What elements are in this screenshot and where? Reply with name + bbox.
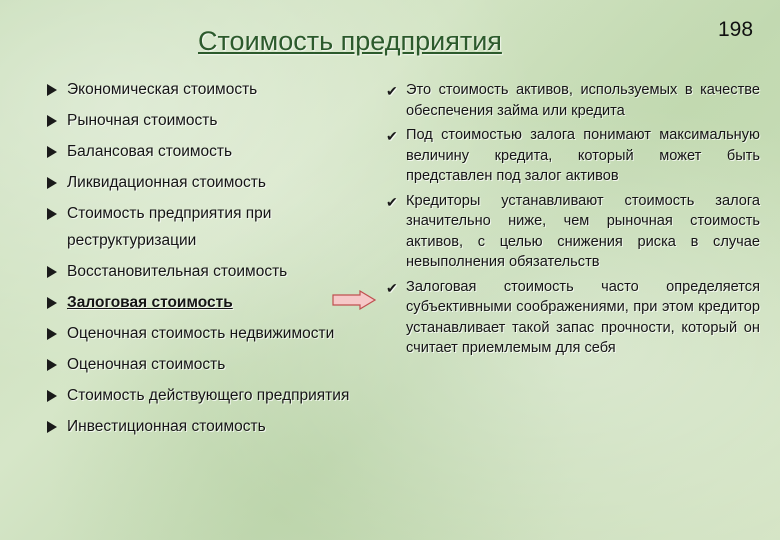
list-item: Экономическая стоимость (47, 76, 367, 103)
triangle-bullet-icon (47, 177, 57, 189)
triangle-bullet-icon (47, 208, 57, 220)
triangle-bullet-icon (47, 297, 57, 309)
list-item: Стоимость действующего предприятия (47, 382, 367, 409)
triangle-bullet-icon (47, 328, 57, 340)
list-item: Стоимость предприятия при реструктуризации (47, 200, 367, 254)
list-item: Восстановительная стоимость (47, 258, 367, 285)
definition-item: ✔ Залоговая стоимость часто определяется субъективными соображениями, при этом кредитор устанавливает такой запас прочности, который он считает приемлемым для себя (386, 278, 760, 356)
triangle-bullet-icon (47, 266, 57, 278)
triangle-bullet-icon (47, 390, 57, 402)
definition-item: ✔ Кредиторы устанавливают стоимость залога значительно ниже, чем рыночная стоимость активов, с целью снижения риска в случае невыполнения обязательств (386, 192, 760, 270)
triangle-bullet-icon (47, 146, 57, 158)
check-bullet-icon: ✔ (386, 193, 398, 210)
triangle-bullet-icon (47, 115, 57, 127)
list-item: Балансовая стоимость (47, 138, 367, 165)
list-item: Оценочная стоимость (47, 351, 367, 378)
valuation-types-list (47, 76, 367, 444)
active-item-link[interactable]: Залоговая стоимость (67, 294, 233, 311)
definition-item: ✔ Под стоимостью залога понимают максимальную величину кредита, который может быть представлен под залог активов (386, 127, 760, 184)
check-bullet-icon: ✔ (386, 83, 398, 99)
list-item-active[interactable] (47, 289, 367, 316)
list-item: Рыночная стоимость (47, 107, 367, 134)
check-bullet-icon: ✔ (386, 128, 398, 144)
list-item: Ликвидационная стоимость (47, 169, 367, 196)
right-arrow-icon (332, 290, 376, 310)
definition-item: ✔ Это стоимость активов, используемых в качестве обеспечения займа или кредита (386, 82, 760, 119)
triangle-bullet-icon (47, 359, 57, 371)
check-bullet-icon: ✔ (386, 279, 398, 296)
slide-title: Стоимость предприятия (198, 26, 502, 56)
list-item: Инвестиционная стоимость (47, 413, 367, 440)
list-item: Оценочная стоимость недвижимости (47, 320, 367, 347)
definition-list (386, 80, 760, 363)
page-number: 198 (718, 18, 754, 41)
triangle-bullet-icon (47, 421, 57, 433)
triangle-bullet-icon (47, 84, 57, 96)
